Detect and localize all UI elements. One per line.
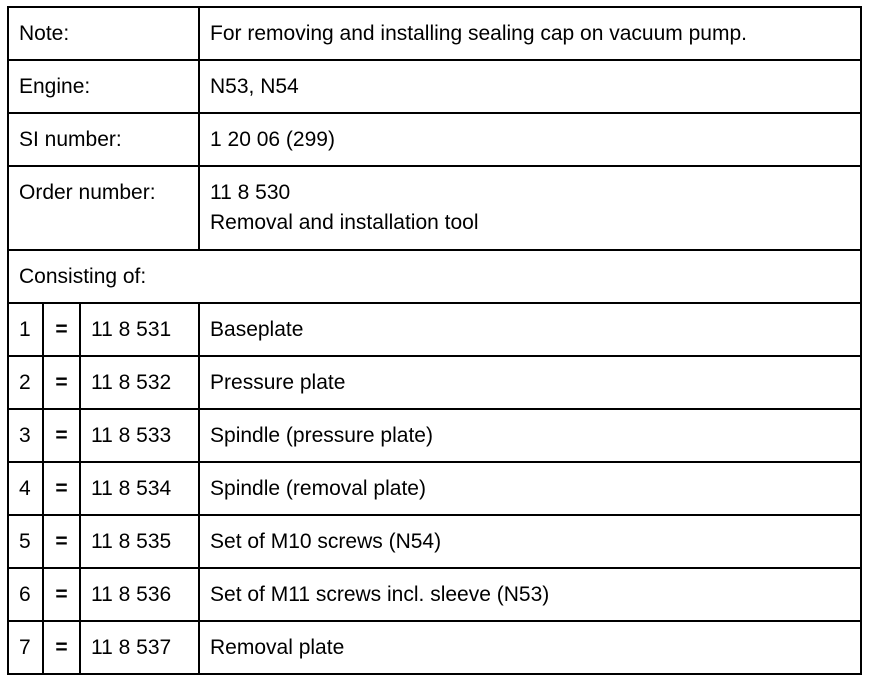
part-equals: = <box>43 303 80 356</box>
part-name: Set of M10 screws (N54) <box>199 515 861 568</box>
engine-value: N53, N54 <box>199 60 861 113</box>
part-index: 6 <box>8 568 43 621</box>
part-equals: = <box>43 409 80 462</box>
part-code: 11 8 534 <box>80 462 199 515</box>
engine-row <box>8 60 861 113</box>
part-equals: = <box>43 515 80 568</box>
order-number-code: 11 8 530 <box>210 181 291 204</box>
part-row <box>8 303 861 356</box>
part-row <box>8 356 861 409</box>
part-row <box>8 462 861 515</box>
order-number-description: Removal and installation tool <box>210 211 479 234</box>
part-index: 5 <box>8 515 43 568</box>
part-index: 4 <box>8 462 43 515</box>
consisting-of-label: Consisting of: <box>8 250 861 303</box>
note-label: Note: <box>8 7 199 60</box>
engine-label: Engine: <box>8 60 199 113</box>
part-code: 11 8 536 <box>80 568 199 621</box>
part-code: 11 8 537 <box>80 621 199 674</box>
part-row <box>8 515 861 568</box>
part-row <box>8 409 861 462</box>
part-code: 11 8 531 <box>80 303 199 356</box>
si-number-row <box>8 113 861 166</box>
consisting-of-row <box>8 250 861 303</box>
note-row <box>8 7 861 60</box>
part-code: 11 8 533 <box>80 409 199 462</box>
part-code: 11 8 535 <box>80 515 199 568</box>
part-code: 11 8 532 <box>80 356 199 409</box>
part-equals: = <box>43 356 80 409</box>
part-index: 3 <box>8 409 43 462</box>
part-name: Baseplate <box>199 303 861 356</box>
part-index: 1 <box>8 303 43 356</box>
part-row <box>8 568 861 621</box>
part-index: 7 <box>8 621 43 674</box>
order-number-label: Order number: <box>8 166 199 250</box>
si-number-value: 1 20 06 (299) <box>199 113 861 166</box>
part-equals: = <box>43 462 80 515</box>
order-number-value <box>199 166 861 250</box>
note-value: For removing and installing sealing cap on vacuum pump. <box>199 7 861 60</box>
part-row <box>8 621 861 674</box>
part-name: Set of M11 screws incl. sleeve (N53) <box>199 568 861 621</box>
tool-info-table <box>7 6 862 675</box>
part-name: Spindle (removal plate) <box>199 462 861 515</box>
part-name: Pressure plate <box>199 356 861 409</box>
part-equals: = <box>43 621 80 674</box>
part-name: Spindle (pressure plate) <box>199 409 861 462</box>
order-number-row <box>8 166 861 250</box>
part-equals: = <box>43 568 80 621</box>
part-name: Removal plate <box>199 621 861 674</box>
si-number-label: SI number: <box>8 113 199 166</box>
part-index: 2 <box>8 356 43 409</box>
